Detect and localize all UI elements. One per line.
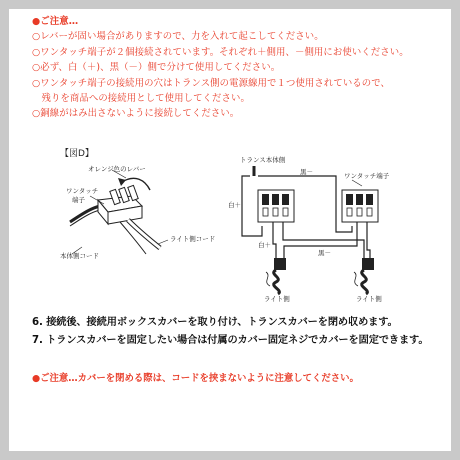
trans-body-label: トランス本体側	[240, 156, 286, 164]
light-left-label: ライト側	[264, 295, 290, 303]
caution-item: ○必ず、白（＋)、黒（－）側で分けて使用してください。	[32, 62, 281, 74]
caution-item: ○ワンタッチ端子の接続用の穴はトランス側の電源線用で１つ使用されているので、	[32, 77, 391, 89]
wiring-diagram	[242, 166, 378, 294]
body-cord-label: 本体側コード	[60, 252, 99, 260]
black-top-label: 黒－	[300, 168, 313, 176]
white-mid-label: 白＋	[258, 241, 271, 249]
caution-item: ○レバーが固い場合がありますので、力を入れて起こしてください。	[32, 31, 324, 43]
terminal-label: ワンタッチ端子	[344, 172, 390, 180]
figure-title: 【図D】	[60, 149, 94, 159]
lever-label: オレンジ色のレバー	[88, 165, 146, 173]
footer-caution: ●ご注意…カバーを閉める際は、コードを挟まないように注意してください。	[32, 373, 359, 384]
terminal-label-1: ワンタッチ	[66, 187, 99, 195]
caution-item: 残りを商品への接続用として使用してください。	[32, 93, 250, 105]
light-right-label: ライト側	[356, 295, 382, 303]
white-left-label: 白＋	[228, 201, 241, 209]
steps-block	[32, 314, 452, 349]
caution-header: ●ご注意…	[32, 16, 79, 27]
step-item: 6. 接続後、接続用ボックスカバーを取り付け、トランスカバーを閉め収めます。	[32, 317, 398, 328]
caution-item: ○ワンタッチ端子が２個接続されています。それぞれ＋側用、－側用にお使いください。	[32, 46, 409, 58]
black-mid-label: 黒－	[318, 249, 331, 257]
connector-illustration	[70, 170, 168, 254]
light-cord-label: ライト側コード	[170, 235, 216, 243]
terminal-label-2: 端子	[72, 196, 85, 204]
caution-item: ○銅線がはみ出さないように接続してください。	[32, 108, 240, 120]
step-item: 7. トランスカバーを固定したい場合は付属のカバー固定ネジでカバーを固定できます。	[32, 334, 429, 346]
